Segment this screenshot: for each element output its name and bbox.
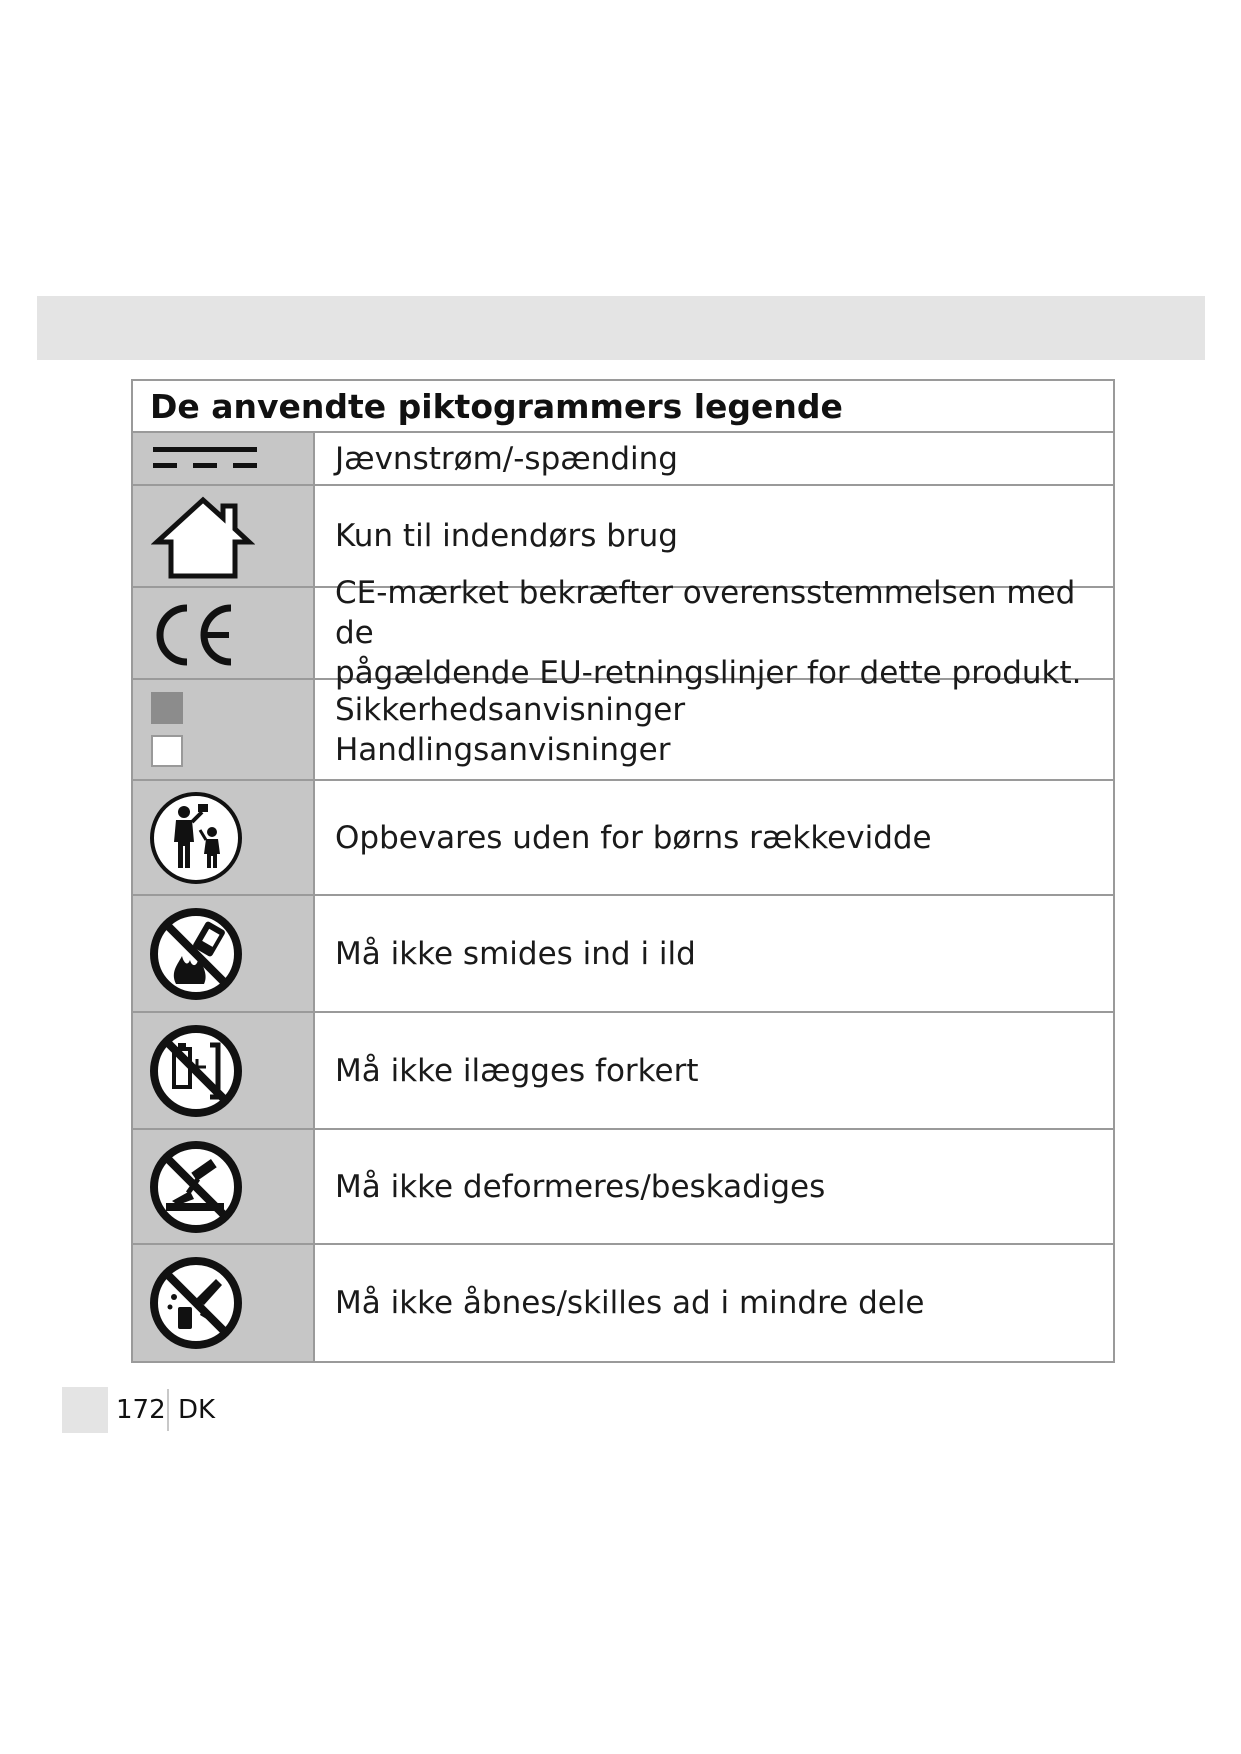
legend-text-no-deforming: Må ikke deformeres/beskadiges	[335, 1168, 826, 1205]
keep-away-from-children-icon	[148, 790, 244, 886]
legend-row-no-fire	[133, 896, 1113, 1013]
legend-text-ce-line1: CE-mærket bekræfter overensstemmelsen med de	[335, 575, 1076, 651]
footer-divider	[167, 1389, 169, 1431]
square-markers-icon	[149, 690, 189, 774]
legend-row-no-deforming	[133, 1130, 1113, 1245]
legend-text-indoor: Kun til indendørs brug	[335, 518, 678, 554]
legend-text-no-disassembly: Må ikke åbnes/skilles ad i mindre dele	[335, 1285, 925, 1321]
footer-marker	[62, 1387, 108, 1433]
legend-text-safety: Sikkerhedsanvisninger	[335, 691, 686, 728]
legend-text-action: Handlingsanvisninger	[335, 731, 671, 768]
legend-row-no-wrong-insertion	[133, 1013, 1113, 1130]
legend-row-ce	[133, 575, 1113, 691]
house-icon	[151, 494, 255, 580]
page-number: 172	[116, 1395, 166, 1425]
legend-text-no-fire: Må ikke smides ind i ild	[335, 935, 696, 972]
no-wrong-insertion-icon	[148, 1023, 244, 1119]
legend-row-direct-current	[133, 433, 1113, 486]
legend-title: De anvendte piktogrammers legende	[133, 381, 1113, 433]
legend-row-no-disassembly	[133, 1245, 1113, 1361]
direct-current-icon	[151, 444, 261, 474]
no-deforming-icon	[148, 1139, 244, 1235]
ce-mark-icon	[149, 600, 239, 670]
legend-text-children: Opbevares uden for børns rækkevidde	[335, 819, 932, 856]
legend-row-children	[133, 781, 1113, 896]
header-band	[37, 296, 1205, 360]
legend-row-instructions	[133, 680, 1113, 781]
pictogram-legend-table	[131, 379, 1115, 1363]
legend-text-direct-current: Jævnstrøm/-spænding	[335, 440, 678, 477]
page-language: DK	[178, 1395, 216, 1425]
no-disassembly-icon	[148, 1255, 244, 1351]
no-fire-icon	[148, 906, 244, 1002]
legend-text-no-wrong-insertion: Må ikke ilægges forkert	[335, 1052, 699, 1089]
legend-text-ce-line2: pågældende EU-retningslinjer for dette produkt.	[335, 655, 1082, 691]
